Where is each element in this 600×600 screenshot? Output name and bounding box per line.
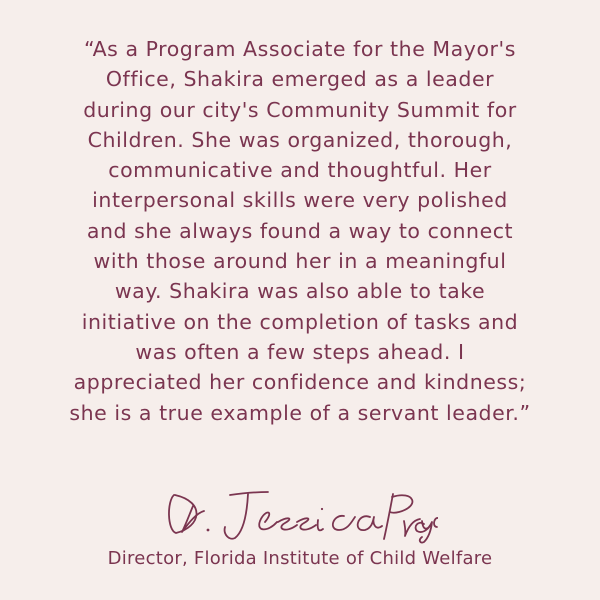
quote-line: Office, Shakira emerged as a leader [105, 67, 495, 92]
quote-line: appreciated her confidence and kindness; [73, 370, 527, 395]
quote-line: “As a Program Associate for the Mayor's [84, 37, 516, 61]
quote-line: and she always found a way to connect [86, 218, 514, 243]
signer-title: Director, Florida Institute of Child Welfare [107, 548, 493, 569]
quote-line: with those around her in a meaningful [93, 249, 507, 274]
signature-image [162, 482, 438, 544]
quote-line: Children. She was organized, thorough, [87, 127, 513, 152]
quote-line: was often a few steps ahead. I [135, 339, 465, 364]
testimonial-quote [20, 34, 580, 428]
quote-line: she is a true example of a servant leader.” [69, 400, 531, 425]
quote-line: initiative on the completion of tasks and [81, 309, 519, 334]
quote-line: interpersonal skills were very polished [92, 188, 508, 213]
quote-line: communicative and thoughtful. Her [108, 158, 492, 183]
quote-line: during our city's Community Summit for [83, 97, 517, 122]
handwritten-signature [100, 478, 500, 548]
quote-line: way. Shakira was also able to take [114, 279, 486, 304]
